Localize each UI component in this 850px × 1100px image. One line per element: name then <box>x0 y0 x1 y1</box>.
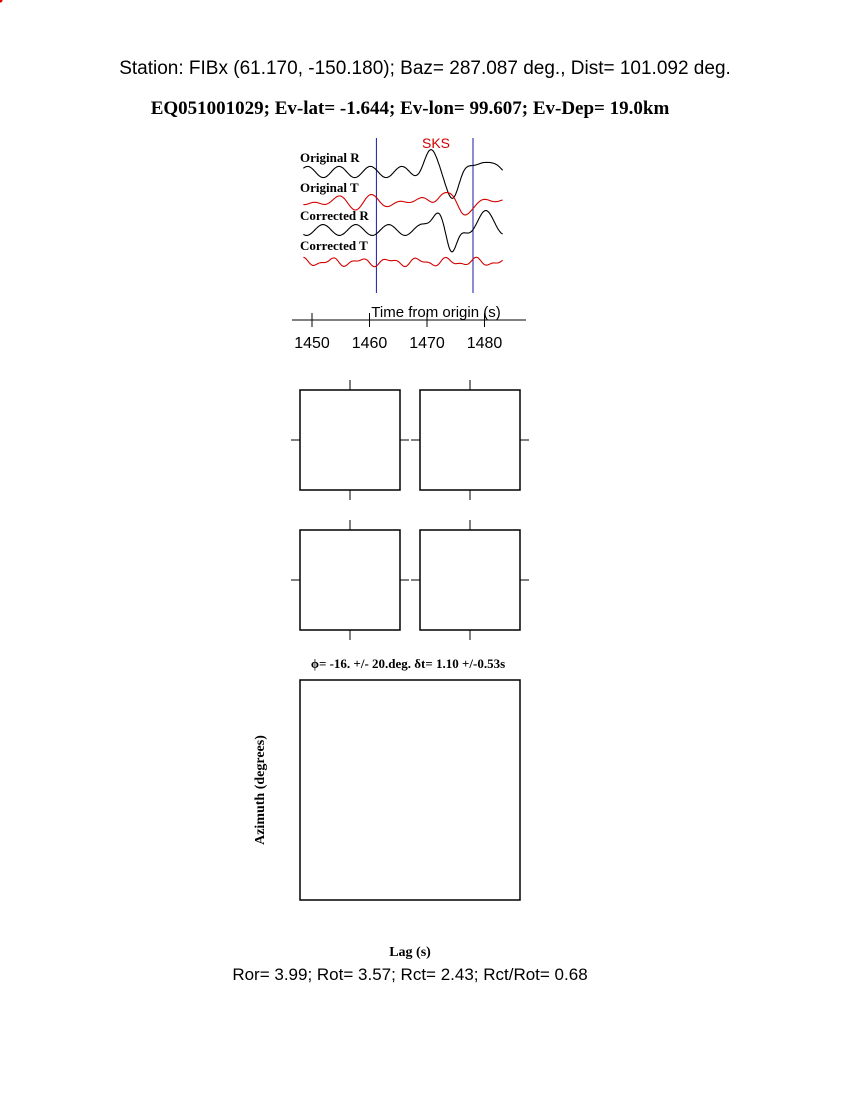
event-title: EQ051001029; Ev-lat= -1.644; Ev-lon= 99.607; Ev-Dep= 19.0km <box>150 98 670 119</box>
particle-motion-original <box>291 520 409 640</box>
trace-label-corrected-r: Corrected R <box>300 208 369 223</box>
time-axis-label: Time from origin (s) <box>371 304 501 321</box>
contour-plot-frame <box>300 680 520 900</box>
splitting-result-title: ϕ= -16. +/- 20.deg. δt= 1.10 +/-0.53s <box>310 656 506 671</box>
time-tick-label: 1470 <box>409 335 445 352</box>
sks-phase-label: SKS <box>421 135 451 151</box>
azimuth-axis-label: Azimuth (degrees) <box>253 735 268 845</box>
time-tick-label: 1460 <box>351 335 388 352</box>
trace-label-original-t: Original T <box>300 180 359 195</box>
trace-label-original-r: Original R <box>300 150 360 165</box>
trace-label-corrected-t: Corrected T <box>300 238 368 253</box>
time-tick-label: 1480 <box>466 335 503 352</box>
waveform-overlay-original <box>291 380 409 500</box>
split-stats-line: Ror= 3.99; Rot= 3.57; Rct= 2.43; Rct/Rot= 0.68 <box>232 965 588 984</box>
station-title: Station: FIBx (61.170, -150.180); Baz= 287.087 deg., Dist= 101.092 deg. <box>119 58 731 79</box>
particle-motion-corrected <box>411 520 529 640</box>
lag-axis-label: Lag (s) <box>389 945 431 960</box>
waveform-overlay-corrected <box>411 380 529 500</box>
best-fit-marker <box>0 0 3 3</box>
waveform-panel <box>292 135 526 352</box>
time-tick-label: 1450 <box>294 335 330 352</box>
